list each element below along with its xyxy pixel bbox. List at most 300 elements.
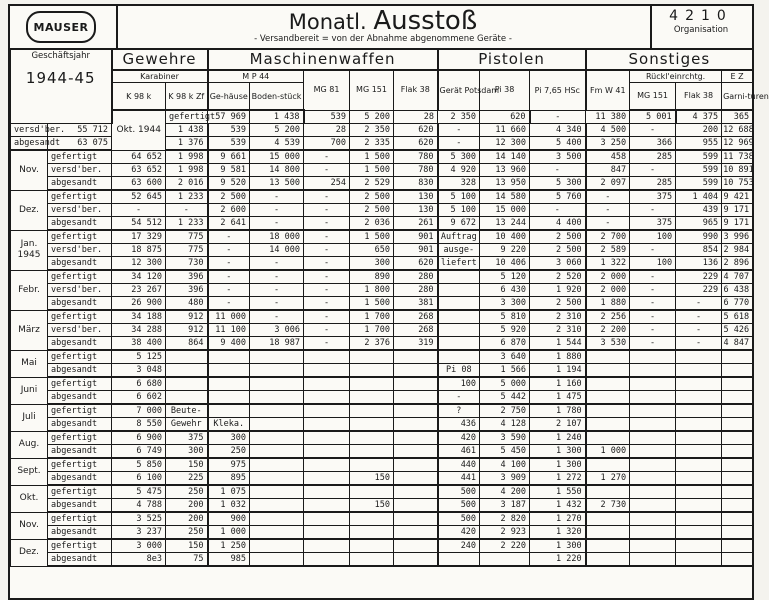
- data-cell: [208, 350, 250, 364]
- data-cell: liefert: [438, 257, 480, 271]
- table-row: [11, 204, 753, 217]
- data-cell: [250, 364, 304, 378]
- data-cell: -: [304, 284, 350, 297]
- row-label: gefertigt: [48, 404, 112, 418]
- data-cell: -: [250, 190, 304, 204]
- data-cell: 955: [676, 137, 722, 151]
- data-cell: 3 187: [480, 499, 530, 513]
- data-cell: 52 645: [112, 190, 166, 204]
- data-cell: 2 310: [530, 324, 586, 337]
- data-cell: [394, 499, 438, 513]
- data-cell: -: [304, 217, 350, 231]
- data-cell: [250, 418, 304, 432]
- data-cell: 2 256: [586, 310, 630, 324]
- data-cell: 1 998: [166, 150, 208, 164]
- data-cell: 280: [394, 284, 438, 297]
- data-cell: -: [676, 297, 722, 311]
- data-cell: -: [208, 257, 250, 271]
- data-cell: 2 700: [586, 230, 630, 244]
- table-row: [11, 485, 753, 499]
- data-cell: 1 700: [350, 324, 394, 337]
- data-cell: [722, 364, 753, 378]
- data-cell: 1 544: [530, 337, 586, 351]
- data-cell: 34 120: [112, 270, 166, 284]
- data-cell: 1 880: [530, 350, 586, 364]
- data-cell: 2 376: [350, 337, 394, 351]
- data-cell: [586, 553, 630, 567]
- data-cell: [630, 377, 676, 391]
- data-cell: [630, 472, 676, 486]
- data-cell: 28: [394, 110, 438, 124]
- data-cell: [166, 391, 208, 405]
- data-cell: 268: [394, 324, 438, 337]
- data-cell: 5 120: [480, 270, 530, 284]
- data-cell: [722, 512, 753, 526]
- data-cell: [250, 350, 304, 364]
- data-cell: 1 233: [166, 190, 208, 204]
- data-cell: 965: [676, 217, 722, 231]
- data-cell: 1 880: [586, 297, 630, 311]
- data-cell: 200: [166, 499, 208, 513]
- row-label: abgesandt: [48, 297, 112, 311]
- data-cell: [586, 458, 630, 472]
- data-cell: [586, 377, 630, 391]
- data-cell: 375: [630, 190, 676, 204]
- data-cell: [350, 512, 394, 526]
- data-cell: 1 998: [166, 164, 208, 177]
- data-cell: 650: [350, 244, 394, 257]
- data-cell: -: [304, 310, 350, 324]
- data-cell: -: [586, 204, 630, 217]
- data-cell: 500: [438, 485, 480, 499]
- data-cell: 4 920: [438, 164, 480, 177]
- data-cell: [394, 431, 438, 445]
- table-row: [11, 539, 753, 553]
- row-label: gefertigt: [48, 539, 112, 553]
- table-row: [11, 445, 753, 459]
- data-cell: 1 233: [166, 217, 208, 231]
- data-cell: 11 660: [480, 124, 530, 137]
- table-row: [11, 177, 753, 191]
- data-cell: 5 100: [438, 190, 480, 204]
- data-cell: [394, 485, 438, 499]
- data-cell: 3 590: [480, 431, 530, 445]
- data-cell: [630, 418, 676, 432]
- data-cell: 2 335: [350, 137, 394, 151]
- data-cell: [630, 445, 676, 459]
- data-cell: -: [304, 257, 350, 271]
- row-label: gefertigt: [48, 190, 112, 204]
- data-cell: 6 770: [722, 297, 753, 311]
- data-cell: ausge-: [438, 244, 480, 257]
- month-label: Aug.: [11, 431, 48, 458]
- data-cell: 375: [166, 431, 208, 445]
- data-cell: 130: [394, 204, 438, 217]
- subgroup-mp44: M P 44: [208, 70, 304, 83]
- data-cell: 136: [676, 257, 722, 271]
- data-cell: 1 438: [166, 124, 208, 137]
- month-label: Jan. 1945: [11, 230, 48, 270]
- data-cell: [250, 431, 304, 445]
- data-cell: 2 500: [350, 190, 394, 204]
- data-cell: -: [304, 324, 350, 337]
- data-cell: 9 661: [208, 150, 250, 164]
- data-cell: 26 900: [112, 297, 166, 311]
- data-cell: 17 329: [112, 230, 166, 244]
- data-cell: 375: [630, 217, 676, 231]
- data-cell: [722, 553, 753, 567]
- data-cell: 11 380: [586, 110, 630, 124]
- data-cell: 1 300: [530, 539, 586, 553]
- data-cell: 2 220: [480, 539, 530, 553]
- data-cell: 420: [438, 526, 480, 540]
- sheet-header: [10, 6, 752, 50]
- data-cell: -: [676, 337, 722, 351]
- month-label: Dez.: [11, 539, 48, 566]
- data-cell: 539: [208, 137, 250, 151]
- table-row: [11, 404, 753, 418]
- data-cell: [250, 499, 304, 513]
- data-cell: -: [630, 164, 676, 177]
- data-cell: 15 000: [480, 204, 530, 217]
- title-box: [116, 6, 652, 48]
- row-label: gefertigt: [48, 150, 112, 164]
- data-cell: [394, 418, 438, 432]
- row-label: gefertigt: [166, 110, 208, 124]
- data-cell: 240: [438, 539, 480, 553]
- data-cell: [350, 539, 394, 553]
- title-small: Monatl.: [288, 10, 367, 34]
- data-cell: 2 923: [480, 526, 530, 540]
- data-cell: [394, 445, 438, 459]
- row-label: gefertigt: [48, 512, 112, 526]
- data-cell: 63 652: [112, 164, 166, 177]
- page-subtitle: - Versandbereit = von der Abnahme abgenommene Geräte -: [254, 34, 512, 44]
- data-cell: -: [630, 244, 676, 257]
- data-cell: 599: [676, 164, 722, 177]
- data-cell: [350, 431, 394, 445]
- data-cell: [676, 418, 722, 432]
- data-cell: [722, 458, 753, 472]
- data-cell: 2 500: [530, 297, 586, 311]
- logo-box: [10, 6, 118, 48]
- data-cell: [394, 458, 438, 472]
- data-cell: 5 001: [630, 110, 676, 124]
- output-table: [10, 48, 769, 567]
- row-label: gefertigt: [48, 458, 112, 472]
- data-cell: 1 700: [350, 310, 394, 324]
- subgroup-header-row: [11, 70, 753, 83]
- data-cell: [304, 418, 350, 432]
- data-cell: 2 896: [722, 257, 753, 271]
- data-cell: 895: [208, 472, 250, 486]
- data-cell: [586, 485, 630, 499]
- data-cell: 6 438: [722, 284, 753, 297]
- mauser-logo: [26, 11, 96, 43]
- data-cell: [394, 553, 438, 567]
- data-cell: [304, 445, 350, 459]
- data-cell: 9 581: [208, 164, 250, 177]
- data-cell: 5 100: [438, 204, 480, 217]
- data-cell: 2 500: [208, 190, 250, 204]
- data-cell: [722, 431, 753, 445]
- data-cell: 1 920: [530, 284, 586, 297]
- row-label: versd'ber.: [48, 204, 112, 217]
- data-cell: 4 400: [530, 217, 586, 231]
- data-cell: [250, 512, 304, 526]
- row-label: gefertigt: [48, 310, 112, 324]
- data-cell: [208, 377, 250, 391]
- row-label: abgesandt: [48, 391, 112, 405]
- data-cell: 6 602: [112, 391, 166, 405]
- data-cell: 775: [166, 230, 208, 244]
- data-cell: [350, 553, 394, 567]
- data-cell: -: [166, 204, 208, 217]
- data-cell: 285: [630, 177, 676, 191]
- data-cell: [166, 364, 208, 378]
- table-row: [11, 150, 753, 164]
- data-cell: 890: [350, 270, 394, 284]
- month-label: Mai: [11, 350, 48, 377]
- data-cell: [394, 364, 438, 378]
- data-cell: [438, 350, 480, 364]
- row-label: gefertigt: [48, 350, 112, 364]
- data-cell: -: [250, 204, 304, 217]
- data-cell: 1 500: [350, 164, 394, 177]
- data-cell: 4 500: [586, 124, 630, 137]
- table-row: [11, 310, 753, 324]
- data-cell: [350, 445, 394, 459]
- data-cell: 1 075: [208, 485, 250, 499]
- data-cell: [676, 499, 722, 513]
- data-cell: 6 100: [112, 472, 166, 486]
- row-label: abgesandt: [48, 418, 112, 432]
- row-label: versd'ber.: [48, 244, 112, 257]
- data-cell: -: [250, 310, 304, 324]
- data-cell: 901: [394, 244, 438, 257]
- data-cell: -: [304, 270, 350, 284]
- data-cell: 1 780: [530, 404, 586, 418]
- data-cell: 100: [438, 377, 480, 391]
- data-cell: 57 969: [208, 110, 250, 124]
- data-cell: 1 438: [250, 110, 304, 124]
- data-cell: -: [250, 257, 304, 271]
- data-cell: 11 000: [208, 310, 250, 324]
- group-maschinenwaffen: Maschinenwaffen: [208, 49, 438, 71]
- data-cell: 285: [630, 150, 676, 164]
- data-cell: [208, 404, 250, 418]
- fiscal-year-label: Geschäftsjahr: [31, 51, 91, 61]
- data-cell: 64 652: [112, 150, 166, 164]
- table-row: [11, 472, 753, 486]
- data-cell: [676, 526, 722, 540]
- data-cell: [630, 539, 676, 553]
- data-cell: 854: [676, 244, 722, 257]
- data-cell: [350, 526, 394, 540]
- data-cell: 3 500: [530, 150, 586, 164]
- row-label: abgesandt: [48, 526, 112, 540]
- data-cell: 5 125: [112, 350, 166, 364]
- table-row: [11, 458, 753, 472]
- data-cell: -: [438, 137, 480, 151]
- fiscal-year-value: 1944-45: [25, 69, 96, 87]
- data-cell: -: [438, 124, 480, 137]
- data-cell: [250, 472, 304, 486]
- data-cell: [722, 418, 753, 432]
- data-cell: -: [630, 324, 676, 337]
- data-cell: [250, 377, 304, 391]
- data-cell: 500: [438, 512, 480, 526]
- data-cell: 3 640: [480, 350, 530, 364]
- data-cell: [350, 485, 394, 499]
- row-label: versd'ber.: [48, 284, 112, 297]
- data-cell: 539: [304, 110, 350, 124]
- data-cell: 5 300: [530, 177, 586, 191]
- data-cell: Pi 08: [438, 364, 480, 378]
- data-cell: [722, 526, 753, 540]
- column-header: Garni-turen: [722, 83, 753, 111]
- data-cell: 14 140: [480, 150, 530, 164]
- data-cell: -: [304, 297, 350, 311]
- column-header: Boden-stück: [250, 83, 304, 111]
- data-cell: [304, 553, 350, 567]
- data-cell: [304, 350, 350, 364]
- data-cell: [586, 539, 630, 553]
- data-cell: [250, 485, 304, 499]
- data-cell: 2 036: [350, 217, 394, 231]
- data-cell: 18 987: [250, 337, 304, 351]
- data-cell: [250, 553, 304, 567]
- data-cell: -: [530, 164, 586, 177]
- data-cell: 5 442: [480, 391, 530, 405]
- data-cell: 55 712: [48, 124, 112, 137]
- data-cell: 14 800: [250, 164, 304, 177]
- data-cell: [630, 391, 676, 405]
- data-cell: 9 421: [722, 190, 753, 204]
- data-cell: 912: [166, 310, 208, 324]
- data-cell: 5 200: [250, 124, 304, 137]
- data-cell: 3 048: [112, 364, 166, 378]
- data-cell: -: [208, 270, 250, 284]
- data-cell: -: [304, 244, 350, 257]
- data-cell: [350, 418, 394, 432]
- data-cell: [438, 297, 480, 311]
- data-cell: 13 950: [480, 177, 530, 191]
- data-cell: 2 000: [586, 284, 630, 297]
- data-cell: 14 580: [480, 190, 530, 204]
- data-cell: 6 749: [112, 445, 166, 459]
- data-cell: 975: [208, 458, 250, 472]
- data-cell: ?: [438, 404, 480, 418]
- data-cell: 7 000: [112, 404, 166, 418]
- data-cell: [630, 485, 676, 499]
- table-row: [11, 257, 753, 271]
- data-cell: [394, 391, 438, 405]
- subgroup-rueckl: Rückl'einrchtg.: [630, 70, 722, 83]
- data-cell: [586, 418, 630, 432]
- data-cell: 13 960: [480, 164, 530, 177]
- data-cell: [350, 350, 394, 364]
- data-cell: [586, 431, 630, 445]
- data-cell: 985: [208, 553, 250, 567]
- data-cell: -: [304, 337, 350, 351]
- data-cell: [250, 404, 304, 418]
- group-header-row: [11, 49, 753, 71]
- data-cell: 440: [438, 458, 480, 472]
- data-cell: [722, 499, 753, 513]
- data-cell: 8e3: [112, 553, 166, 567]
- month-label: Okt. 1944: [112, 110, 166, 150]
- data-cell: 5 760: [530, 190, 586, 204]
- data-cell: [676, 458, 722, 472]
- data-cell: 4 100: [480, 458, 530, 472]
- data-cell: [250, 458, 304, 472]
- table-row: [11, 324, 753, 337]
- row-label: versd'ber.: [48, 164, 112, 177]
- data-cell: 6 870: [480, 337, 530, 351]
- data-cell: -: [112, 204, 166, 217]
- data-cell: 1 404: [676, 190, 722, 204]
- data-cell: 10 891: [723, 165, 754, 175]
- data-cell: 1 272: [530, 472, 586, 486]
- data-cell: 396: [166, 284, 208, 297]
- column-header: K 98 k Zf: [166, 83, 208, 111]
- data-cell: 2 500: [530, 230, 586, 244]
- table-row: [11, 110, 753, 124]
- data-cell: 5 426: [722, 324, 753, 337]
- table-row: [11, 377, 753, 391]
- page-title: [116, 6, 650, 36]
- data-cell: [304, 472, 350, 486]
- row-label: versd'ber.: [48, 324, 112, 337]
- table-row: [11, 230, 753, 244]
- data-cell: 5 400: [530, 137, 586, 151]
- data-cell: 4 375: [676, 110, 722, 124]
- data-cell: 15 000: [250, 150, 304, 164]
- data-cell: [676, 431, 722, 445]
- data-cell: Auftrag: [438, 230, 480, 244]
- data-cell: 1 500: [350, 150, 394, 164]
- data-cell: 328: [438, 177, 480, 191]
- data-cell: -: [630, 297, 676, 311]
- column-header: MG 151: [350, 70, 394, 110]
- data-cell: 2 600: [208, 204, 250, 217]
- data-cell: -: [304, 204, 350, 217]
- organisation-box: [650, 6, 752, 48]
- data-cell: 3 525: [112, 512, 166, 526]
- data-cell: 620: [480, 110, 530, 124]
- data-cell: [722, 539, 753, 553]
- data-cell: [394, 404, 438, 418]
- data-cell: -: [676, 310, 722, 324]
- data-cell: -: [250, 297, 304, 311]
- data-cell: -: [250, 217, 304, 231]
- data-cell: 4 707: [722, 270, 753, 284]
- data-cell: [630, 404, 676, 418]
- data-cell: 11 738: [723, 152, 754, 162]
- data-cell: 4 128: [480, 418, 530, 432]
- data-cell: 130: [394, 190, 438, 204]
- column-header: Pi 38: [480, 70, 530, 110]
- data-cell: 439: [676, 204, 722, 217]
- data-cell: 5 200: [350, 110, 394, 124]
- data-cell: 620: [394, 124, 438, 137]
- data-cell: 38 400: [112, 337, 166, 351]
- logo-text: MAUSER: [33, 20, 89, 34]
- data-cell: [676, 404, 722, 418]
- data-cell: 54 512: [112, 217, 166, 231]
- row-label: abgesandt: [48, 177, 112, 191]
